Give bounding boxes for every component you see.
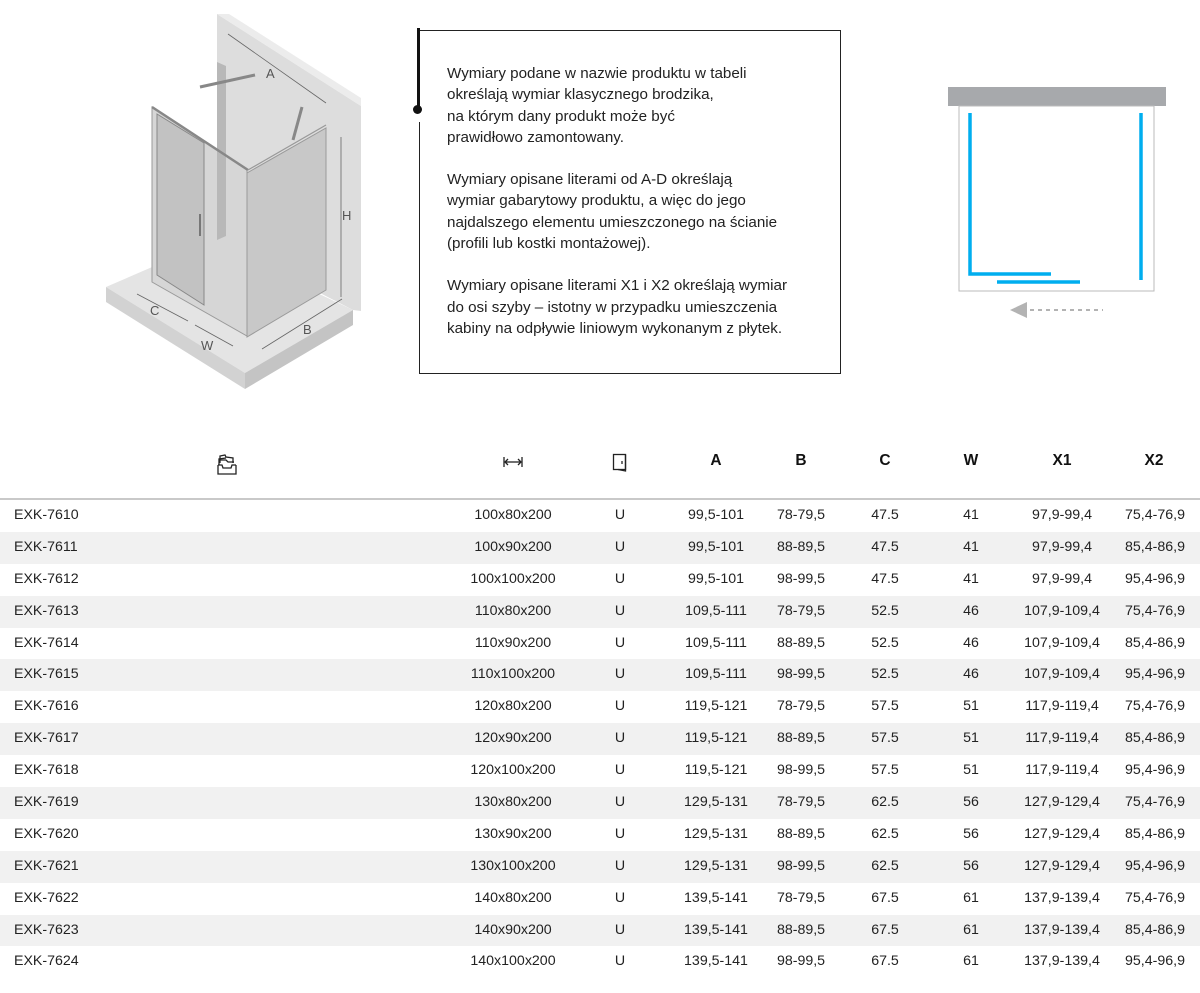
cell-c: 67.5 <box>871 953 899 970</box>
cell-x1: 97,9-99,4 <box>1032 570 1092 587</box>
dim-label-b: B <box>303 322 312 337</box>
cell-a: 99,5-101 <box>687 538 744 555</box>
table-row <box>0 946 1200 978</box>
cell-w: 51 <box>963 698 979 715</box>
table-header <box>0 440 1200 500</box>
cell-x1: 97,9-99,4 <box>1032 507 1092 523</box>
cell-b: 98-99,5 <box>776 857 826 874</box>
cell-b: 98-99,5 <box>776 570 826 587</box>
cell-size: 130x90x200 <box>474 825 552 842</box>
cell-x2: 75,4-76,9 <box>1125 602 1185 619</box>
cell-w: 51 <box>963 762 979 779</box>
cell-b: 88-89,5 <box>776 825 826 842</box>
cell-a: 109,5-111 <box>685 602 747 619</box>
table-row <box>0 500 1200 532</box>
note-callout-stem <box>417 28 420 106</box>
cell-w: 46 <box>963 666 979 683</box>
cell-a: 119,5-121 <box>684 698 748 715</box>
cell-door: U <box>614 730 626 747</box>
cell-size: 120x90x200 <box>474 730 552 747</box>
cell-x2: 75,4-76,9 <box>1125 698 1185 715</box>
cell-x1: 97,9-99,4 <box>1032 538 1092 555</box>
cell-code: EXK-7620 <box>14 825 79 842</box>
cell-door: U <box>614 507 626 523</box>
note-paragraph: Wymiary opisane literami od A-D określają wymiar gabarytowy produktu, a więc do jego najdalszego elementu umieszczonego na ścianie (profili lub kostki montażowej). <box>447 171 778 253</box>
cell-door: U <box>614 602 626 619</box>
header-x1: X1 <box>1052 452 1072 469</box>
cell-w: 46 <box>963 634 979 651</box>
cell-c: 52.5 <box>871 666 899 683</box>
cell-c: 67.5 <box>871 921 899 938</box>
cell-x1: 127,9-129,4 <box>1024 825 1100 842</box>
cell-w: 56 <box>963 825 979 842</box>
cell-size: 120x80x200 <box>474 698 552 715</box>
cell-c: 67.5 <box>871 889 899 906</box>
cell-b: 78-79,5 <box>776 602 826 619</box>
cell-a: 109,5-111 <box>685 666 747 683</box>
tray-icon <box>216 452 238 481</box>
cell-door: U <box>614 570 626 587</box>
cell-x1: 127,9-129,4 <box>1024 794 1100 811</box>
cell-a: 99,5-101 <box>687 507 744 523</box>
cell-c: 57.5 <box>871 730 899 747</box>
cell-c: 52.5 <box>871 602 899 619</box>
cell-x2: 85,4-86,9 <box>1125 634 1185 651</box>
table-row <box>0 819 1200 851</box>
door-icon <box>612 453 628 478</box>
cell-door: U <box>614 794 626 811</box>
cell-x1: 107,9-109,4 <box>1024 634 1100 651</box>
cell-x2: 95,4-96,9 <box>1125 762 1185 779</box>
cell-w: 41 <box>963 507 979 523</box>
cell-x1: 107,9-109,4 <box>1024 602 1100 619</box>
cell-x2: 75,4-76,9 <box>1125 507 1185 523</box>
note-callout-dot <box>413 105 422 114</box>
cell-b: 88-89,5 <box>776 538 826 555</box>
top-view-plan-diagram <box>946 86 1168 318</box>
header-x2: X2 <box>1144 452 1164 469</box>
table-row <box>0 659 1200 691</box>
cell-size: 100x80x200 <box>474 507 552 523</box>
table-row <box>0 723 1200 755</box>
cell-x2: 75,4-76,9 <box>1125 794 1185 811</box>
cell-w: 56 <box>963 857 979 874</box>
table-row <box>0 755 1200 787</box>
cell-door: U <box>614 538 626 555</box>
header-a: A <box>710 452 722 469</box>
cell-door: U <box>614 889 626 906</box>
cell-x1: 127,9-129,4 <box>1024 857 1100 874</box>
dim-label-h: H <box>342 208 352 223</box>
cell-door: U <box>614 666 626 683</box>
plan-wall <box>948 87 1166 106</box>
cell-a: 129,5-131 <box>684 825 748 842</box>
cell-code: EXK-7615 <box>14 666 79 683</box>
cell-b: 98-99,5 <box>776 762 826 779</box>
sliding-direction-arrow-icon <box>1010 302 1027 318</box>
cell-x2: 95,4-96,9 <box>1125 570 1185 587</box>
cell-door: U <box>614 634 626 651</box>
plan-outline <box>959 106 1154 291</box>
cell-b: 88-89,5 <box>776 921 826 938</box>
cell-b: 88-89,5 <box>776 730 826 747</box>
cell-b: 98-99,5 <box>776 666 826 683</box>
cell-size: 110x80x200 <box>474 602 552 619</box>
cell-b: 98-99,5 <box>776 953 826 970</box>
cell-w: 51 <box>963 730 979 747</box>
cell-x2: 85,4-86,9 <box>1125 538 1185 555</box>
cell-w: 61 <box>963 889 979 906</box>
cell-size: 130x100x200 <box>470 857 556 874</box>
cell-a: 139,5-141 <box>684 889 748 906</box>
dim-label-c: C <box>150 303 160 318</box>
cell-door: U <box>614 953 626 970</box>
cell-x2: 95,4-96,9 <box>1125 953 1185 970</box>
cell-c: 57.5 <box>871 762 899 779</box>
cell-a: 139,5-141 <box>684 921 748 938</box>
cell-x1: 117,9-119,4 <box>1025 698 1099 715</box>
cell-c: 57.5 <box>871 698 899 715</box>
cell-a: 119,5-121 <box>684 762 748 779</box>
cell-size: 120x100x200 <box>470 762 556 779</box>
cell-x2: 75,4-76,9 <box>1125 889 1185 906</box>
cell-x1: 137,9-139,4 <box>1024 921 1100 938</box>
cell-w: 41 <box>963 538 979 555</box>
cell-w: 46 <box>963 602 979 619</box>
cell-code: EXK-7612 <box>14 570 79 587</box>
cell-size: 110x90x200 <box>474 634 552 651</box>
cell-size: 110x100x200 <box>470 666 556 683</box>
cell-w: 41 <box>963 570 979 587</box>
cell-b: 88-89,5 <box>776 634 826 651</box>
dimension-note-text <box>447 63 832 360</box>
cell-size: 100x90x200 <box>474 538 552 555</box>
cell-x1: 117,9-119,4 <box>1025 730 1099 747</box>
cell-c: 47.5 <box>871 538 899 555</box>
table-row <box>0 787 1200 819</box>
cell-door: U <box>614 857 626 874</box>
cell-c: 62.5 <box>871 794 899 811</box>
cell-a: 129,5-131 <box>684 857 748 874</box>
cell-x2: 85,4-86,9 <box>1125 730 1185 747</box>
cell-x2: 95,4-96,9 <box>1125 857 1185 874</box>
cell-code: EXK-7610 <box>14 507 79 523</box>
cell-a: 99,5-101 <box>687 570 744 587</box>
cell-size: 100x100x200 <box>470 570 556 587</box>
cell-size: 140x80x200 <box>474 889 552 906</box>
cell-x1: 137,9-139,4 <box>1024 953 1100 970</box>
cell-c: 47.5 <box>871 507 899 523</box>
cell-c: 47.5 <box>871 570 899 587</box>
dimensions-table <box>0 440 1200 978</box>
cell-code: EXK-7611 <box>14 538 78 555</box>
cell-c: 52.5 <box>871 634 899 651</box>
cell-size: 130x80x200 <box>474 794 552 811</box>
cell-a: 109,5-111 <box>685 634 747 651</box>
cell-code: EXK-7614 <box>14 634 79 651</box>
header-c: C <box>879 452 891 469</box>
table-row <box>0 628 1200 660</box>
note-paragraph: Wymiary opisane literami X1 i X2 określają wymiar do osi szyby – istotny w przypadku umieszczenia kabiny na odpływie liniowym wykonanym z płytek. <box>447 277 787 337</box>
cell-x2: 85,4-86,9 <box>1125 825 1185 842</box>
cell-w: 61 <box>963 953 979 970</box>
cell-code: EXK-7616 <box>14 698 79 715</box>
cell-code: EXK-7621 <box>14 857 79 874</box>
cell-b: 78-79,5 <box>776 698 826 715</box>
cell-code: EXK-7623 <box>14 921 79 938</box>
table-row <box>0 691 1200 723</box>
plan-glass-left <box>970 113 1051 274</box>
table-row <box>0 915 1200 947</box>
cell-code: EXK-7624 <box>14 953 79 970</box>
cell-a: 129,5-131 <box>684 794 748 811</box>
cell-door: U <box>614 762 626 779</box>
front-glass-door <box>157 114 204 305</box>
cell-x1: 137,9-139,4 <box>1024 889 1100 906</box>
cell-x1: 117,9-119,4 <box>1025 762 1099 779</box>
cell-code: EXK-7617 <box>14 730 79 747</box>
cell-door: U <box>614 698 626 715</box>
table-row <box>0 883 1200 915</box>
cell-size: 140x100x200 <box>470 953 556 970</box>
cell-code: EXK-7622 <box>14 889 79 906</box>
cell-x2: 95,4-96,9 <box>1125 666 1185 683</box>
table-row <box>0 532 1200 564</box>
cell-b: 78-79,5 <box>776 794 826 811</box>
table-row <box>0 851 1200 883</box>
cell-code: EXK-7619 <box>14 794 79 811</box>
cell-w: 56 <box>963 794 979 811</box>
cell-c: 62.5 <box>871 825 899 842</box>
note-paragraph: Wymiary podane w nazwie produktu w tabeli określają wymiar klasycznego brodzika, na którym dany produkt może być prawidłowo zamontowany. <box>447 65 747 146</box>
dim-label-a: A <box>266 66 275 81</box>
cell-code: EXK-7618 <box>14 762 79 779</box>
cell-x2: 85,4-86,9 <box>1125 921 1185 938</box>
table-row <box>0 564 1200 596</box>
cell-a: 119,5-121 <box>684 730 748 747</box>
cell-b: 78-79,5 <box>776 889 826 906</box>
shower-cabin-illustration <box>100 10 365 395</box>
header-w: W <box>963 452 979 469</box>
cell-c: 62.5 <box>871 857 899 874</box>
cell-door: U <box>614 825 626 842</box>
table-body <box>0 500 1200 978</box>
cell-w: 61 <box>963 921 979 938</box>
cell-b: 78-79,5 <box>776 507 826 523</box>
table-row <box>0 596 1200 628</box>
cell-door: U <box>614 921 626 938</box>
cell-code: EXK-7613 <box>14 602 79 619</box>
dim-label-w: W <box>201 338 214 353</box>
cell-size: 140x90x200 <box>474 921 552 938</box>
cell-a: 139,5-141 <box>684 953 748 970</box>
header-b: B <box>795 452 807 469</box>
width-arrows-icon <box>503 455 523 474</box>
cell-x1: 107,9-109,4 <box>1024 666 1100 683</box>
